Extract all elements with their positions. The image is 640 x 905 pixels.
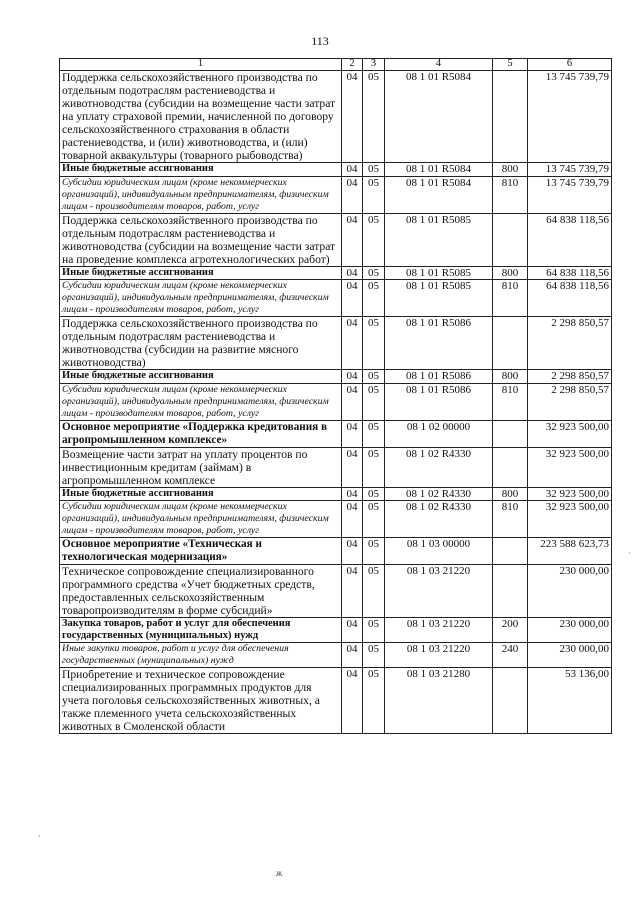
subsection-code-cell: 05 xyxy=(363,317,385,370)
target-article-cell: 08 1 01 R5085 xyxy=(385,213,493,266)
section-code-cell: 04 xyxy=(342,420,363,447)
table-row xyxy=(60,317,612,370)
section-code-cell: 04 xyxy=(342,163,363,177)
expense-type-cell: 800 xyxy=(493,487,528,501)
target-article-cell: 08 1 02 00000 xyxy=(385,420,493,447)
target-article-cell: 08 1 03 21220 xyxy=(385,618,493,643)
target-article-cell: 08 1 02 R4330 xyxy=(385,447,493,487)
section-code-cell: 04 xyxy=(342,370,363,384)
target-article-cell: 08 1 01 R5084 xyxy=(385,176,493,213)
scan-mark: ж xyxy=(276,868,283,878)
amount-cell: 2 298 850,57 xyxy=(528,383,612,420)
row-name-cell: Иные бюджетные ассигнования xyxy=(60,163,342,177)
subsection-code-cell: 05 xyxy=(363,447,385,487)
row-name-cell: Техническое сопровождение специализированного программного средства «Учет бюджетных средств, предоставленных сельскохозяйственным товаропроизводителям в форме субсидий» xyxy=(60,565,342,618)
table-row xyxy=(60,163,612,177)
column-header: 6 xyxy=(528,59,612,71)
section-code-cell: 04 xyxy=(342,383,363,420)
table-row xyxy=(60,538,612,565)
target-article-cell: 08 1 03 21220 xyxy=(385,643,493,668)
expense-type-cell: 800 xyxy=(493,370,528,384)
row-name-cell: Иные бюджетные ассигнования xyxy=(60,487,342,501)
row-name-cell: Закупка товаров, работ и услуг для обеспечения государственных (муниципальных) нужд xyxy=(60,618,342,643)
row-name-cell: Субсидии юридическим лицам (кроме некоммерческих организаций), индивидуальным предпринимателям, физическим лицам - производителям товаров, работ, услуг xyxy=(60,280,342,317)
target-article-cell: 08 1 01 R5086 xyxy=(385,370,493,384)
row-name-cell: Иные бюджетные ассигнования xyxy=(60,370,342,384)
row-name-cell: Иные бюджетные ассигнования xyxy=(60,266,342,280)
expense-type-cell: 800 xyxy=(493,163,528,177)
section-code-cell: 04 xyxy=(342,501,363,538)
row-name-cell: Субсидии юридическим лицам (кроме некоммерческих организаций), индивидуальным предпринимателям, физическим лицам - производителям товаров, работ, услуг xyxy=(60,501,342,538)
table-row xyxy=(60,447,612,487)
target-article-cell: 08 1 01 R5086 xyxy=(385,317,493,370)
amount-cell: 64 838 118,56 xyxy=(528,266,612,280)
row-name-cell: Основное мероприятие «Поддержка кредитования в агропромышленном комплексе» xyxy=(60,420,342,447)
table-header-row xyxy=(60,59,612,71)
table-body xyxy=(60,71,612,734)
subsection-code-cell: 05 xyxy=(363,280,385,317)
section-code-cell: 04 xyxy=(342,280,363,317)
table-row xyxy=(60,420,612,447)
expense-type-cell: 800 xyxy=(493,266,528,280)
section-code-cell: 04 xyxy=(342,317,363,370)
table-row xyxy=(60,501,612,538)
expense-type-cell xyxy=(493,565,528,618)
section-code-cell: 04 xyxy=(342,565,363,618)
amount-cell: 230 000,00 xyxy=(528,643,612,668)
amount-cell: 64 838 118,56 xyxy=(528,213,612,266)
amount-cell: 32 923 500,00 xyxy=(528,501,612,538)
table-row xyxy=(60,266,612,280)
expense-type-cell xyxy=(493,213,528,266)
subsection-code-cell: 05 xyxy=(363,420,385,447)
amount-cell: 13 745 739,79 xyxy=(528,176,612,213)
subsection-code-cell: 05 xyxy=(363,668,385,734)
amount-cell: 64 838 118,56 xyxy=(528,280,612,317)
row-name-cell: Поддержка сельскохозяйственного производства по отдельным подотраслям растениеводства и животноводства (субсидии на возмещение части затрат на проведение комплекса агротехнологических работ) xyxy=(60,213,342,266)
section-code-cell: 04 xyxy=(342,266,363,280)
table-row xyxy=(60,176,612,213)
table-row xyxy=(60,71,612,163)
budget-table xyxy=(59,58,612,734)
target-article-cell: 08 1 03 21280 xyxy=(385,668,493,734)
table-row xyxy=(60,668,612,734)
target-article-cell: 08 1 02 R4330 xyxy=(385,501,493,538)
section-code-cell: 04 xyxy=(342,643,363,668)
table-row xyxy=(60,643,612,668)
section-code-cell: 04 xyxy=(342,487,363,501)
table-row xyxy=(60,280,612,317)
amount-cell: 223 588 623,73 xyxy=(528,538,612,565)
scan-speck: · xyxy=(628,548,631,558)
row-name-cell: Иные закупки товаров, работ и услуг для обеспечения государственных (муниципальных) нужд xyxy=(60,643,342,668)
amount-cell: 32 923 500,00 xyxy=(528,420,612,447)
section-code-cell: 04 xyxy=(342,447,363,487)
subsection-code-cell: 05 xyxy=(363,618,385,643)
target-article-cell: 08 1 03 00000 xyxy=(385,538,493,565)
section-code-cell: 04 xyxy=(342,538,363,565)
table-row xyxy=(60,383,612,420)
expense-type-cell xyxy=(493,538,528,565)
expense-type-cell xyxy=(493,668,528,734)
target-article-cell: 08 1 01 R5086 xyxy=(385,383,493,420)
subsection-code-cell: 05 xyxy=(363,266,385,280)
row-name-cell: Субсидии юридическим лицам (кроме некоммерческих организаций), индивидуальным предпринимателям, физическим лицам - производителям товаров, работ, услуг xyxy=(60,383,342,420)
column-header: 4 xyxy=(385,59,493,71)
amount-cell: 13 745 739,79 xyxy=(528,71,612,163)
amount-cell: 230 000,00 xyxy=(528,565,612,618)
row-name-cell: Возмещение части затрат на уплату процентов по инвестиционным кредитам (займам) в агропромышленном комплексе xyxy=(60,447,342,487)
row-name-cell: Субсидии юридическим лицам (кроме некоммерческих организаций), индивидуальным предпринимателям, физическим лицам - производителям товаров, работ, услуг xyxy=(60,176,342,213)
subsection-code-cell: 05 xyxy=(363,370,385,384)
amount-cell: 230 000,00 xyxy=(528,618,612,643)
target-article-cell: 08 1 01 R5085 xyxy=(385,280,493,317)
amount-cell: 2 298 850,57 xyxy=(528,317,612,370)
subsection-code-cell: 05 xyxy=(363,71,385,163)
expense-type-cell xyxy=(493,420,528,447)
scan-speck: , xyxy=(38,828,41,838)
table-row xyxy=(60,370,612,384)
expense-type-cell xyxy=(493,447,528,487)
row-name-cell: Основное мероприятие «Техническая и технологическая модернизация» xyxy=(60,538,342,565)
row-name-cell: Поддержка сельскохозяйственного производства по отдельным подотраслям растениеводства и животноводства (субсидии на возмещение части затрат на уплату страховой премии, начисленной по договору сельскохозяйственного страхования в области растениеводства, и (или) животноводства, и (или) товарной аквакультуры (товарного рыбоводства) xyxy=(60,71,342,163)
table-row xyxy=(60,487,612,501)
column-header: 3 xyxy=(363,59,385,71)
section-code-cell: 04 xyxy=(342,176,363,213)
amount-cell: 53 136,00 xyxy=(528,668,612,734)
expense-type-cell xyxy=(493,317,528,370)
column-header: 1 xyxy=(60,59,342,71)
subsection-code-cell: 05 xyxy=(363,501,385,538)
expense-type-cell: 810 xyxy=(493,383,528,420)
expense-type-cell: 240 xyxy=(493,643,528,668)
amount-cell: 13 745 739,79 xyxy=(528,163,612,177)
subsection-code-cell: 05 xyxy=(363,643,385,668)
subsection-code-cell: 05 xyxy=(363,538,385,565)
table-row xyxy=(60,565,612,618)
row-name-cell: Приобретение и техническое сопровождение специализированных программных продуктов для учета поголовья сельскохозяйственных животных, а также племенного учета сельскохозяйственных животных в Смоленской области xyxy=(60,668,342,734)
subsection-code-cell: 05 xyxy=(363,176,385,213)
subsection-code-cell: 05 xyxy=(363,383,385,420)
target-article-cell: 08 1 02 R4330 xyxy=(385,487,493,501)
section-code-cell: 04 xyxy=(342,213,363,266)
expense-type-cell: 810 xyxy=(493,280,528,317)
expense-type-cell: 810 xyxy=(493,176,528,213)
subsection-code-cell: 05 xyxy=(363,565,385,618)
section-code-cell: 04 xyxy=(342,71,363,163)
expense-type-cell xyxy=(493,71,528,163)
page-number: 113 xyxy=(311,34,329,48)
amount-cell: 32 923 500,00 xyxy=(528,487,612,501)
section-code-cell: 04 xyxy=(342,618,363,643)
section-code-cell: 04 xyxy=(342,668,363,734)
subsection-code-cell: 05 xyxy=(363,163,385,177)
column-header: 2 xyxy=(342,59,363,71)
table-row xyxy=(60,213,612,266)
target-article-cell: 08 1 03 21220 xyxy=(385,565,493,618)
row-name-cell: Поддержка сельскохозяйственного производства по отдельным подотраслям растениеводства и животноводства (субсидии на развитие мясного животноводства) xyxy=(60,317,342,370)
amount-cell: 32 923 500,00 xyxy=(528,447,612,487)
column-header: 5 xyxy=(493,59,528,71)
subsection-code-cell: 05 xyxy=(363,487,385,501)
expense-type-cell: 200 xyxy=(493,618,528,643)
table-row xyxy=(60,618,612,643)
target-article-cell: 08 1 01 R5084 xyxy=(385,71,493,163)
amount-cell: 2 298 850,57 xyxy=(528,370,612,384)
target-article-cell: 08 1 01 R5084 xyxy=(385,163,493,177)
subsection-code-cell: 05 xyxy=(363,213,385,266)
target-article-cell: 08 1 01 R5085 xyxy=(385,266,493,280)
expense-type-cell: 810 xyxy=(493,501,528,538)
